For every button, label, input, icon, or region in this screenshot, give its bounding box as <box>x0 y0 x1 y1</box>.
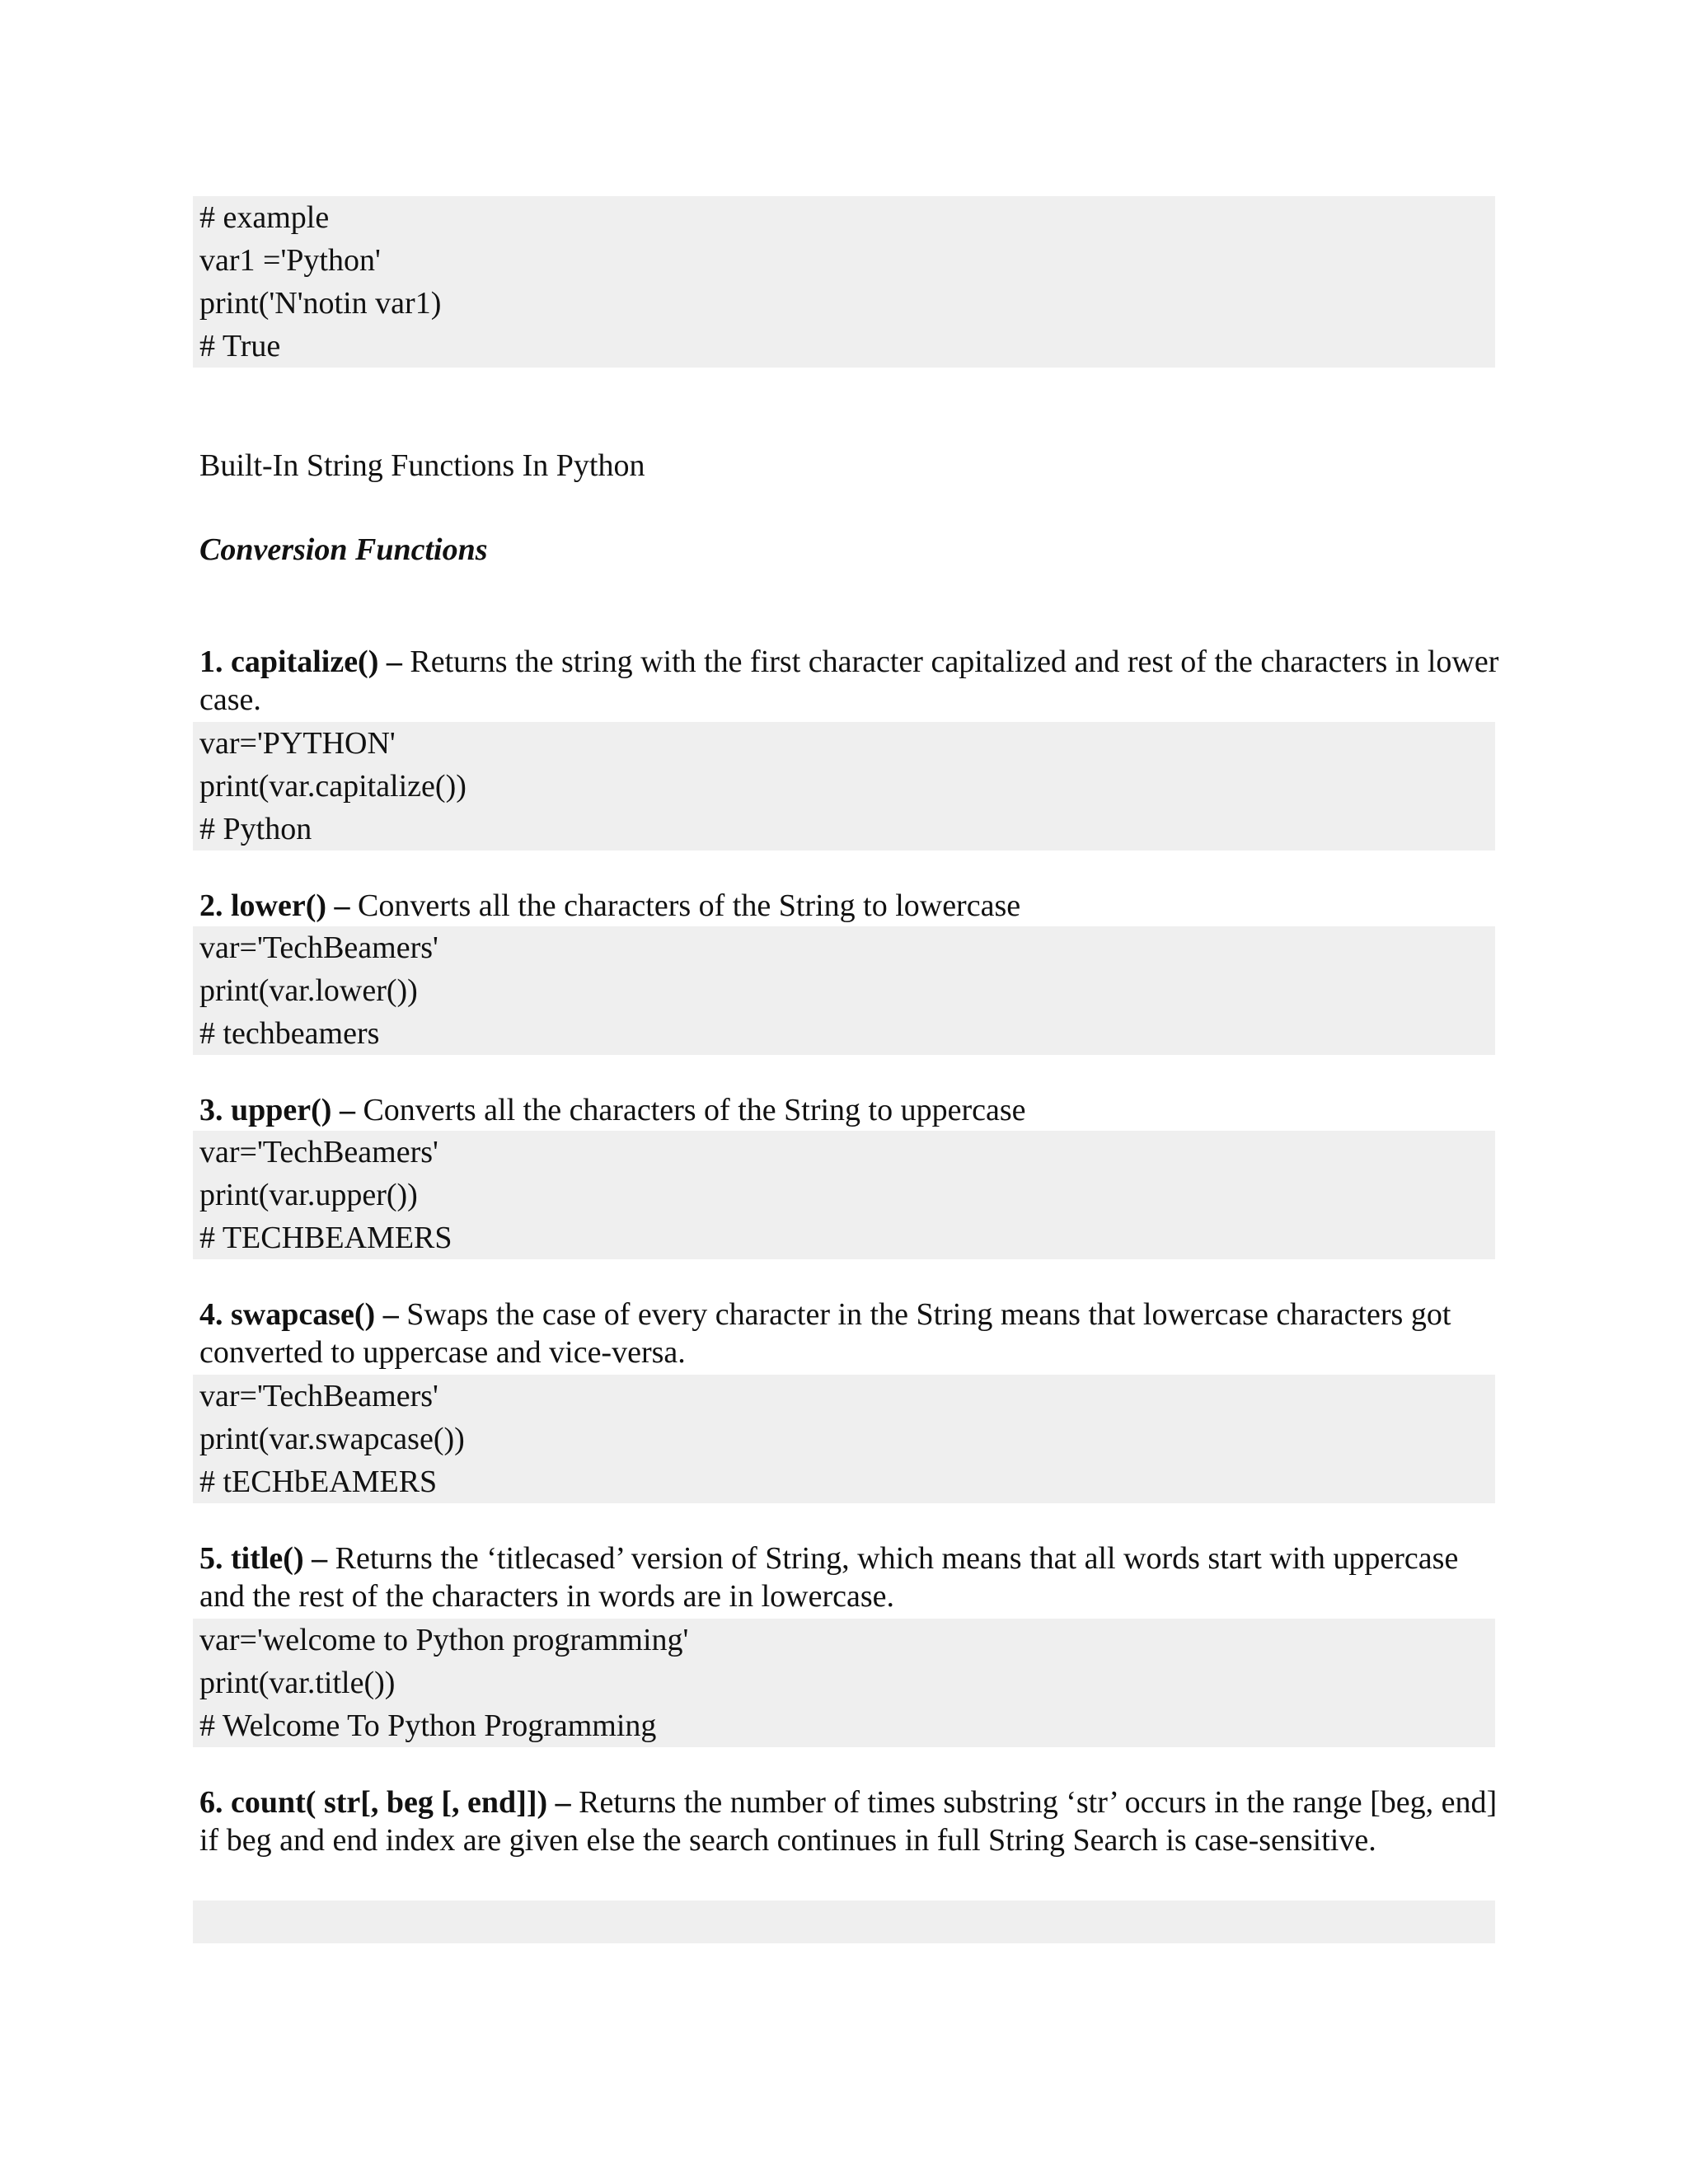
function-signature: 5. title() – <box>199 1541 328 1576</box>
function-signature: 2. lower() – <box>199 888 350 923</box>
function-description-swapcase <box>199 1296 1502 1371</box>
function-description-lower <box>199 887 1502 925</box>
function-description-count <box>199 1783 1502 1859</box>
code-line: print(var.swapcase()) <box>199 1422 465 1456</box>
function-text: Swaps the case of every character in the String means that lowercase characters got converted to uppercase and vice-versa. <box>199 1297 1451 1370</box>
code-block-capitalize <box>193 722 1495 851</box>
function-signature: 6. count( str[, beg [, end]]) – <box>199 1785 571 1820</box>
code-line: # TECHBEAMERS <box>199 1221 452 1255</box>
code-block-example <box>193 196 1495 368</box>
function-text: Returns the ‘titlecased’ version of String, which means that all words start with uppercase and the rest of the characters in words are in lowercase. <box>199 1541 1459 1614</box>
function-text: Returns the number of times substring ‘str’ occurs in the range [beg, end] if beg and end index are given else the search continues in full String Search is case-sensitive. <box>199 1785 1498 1858</box>
code-line: # Python <box>199 812 312 846</box>
code-block-count <box>193 1900 1495 1943</box>
code-block-lower <box>193 926 1495 1055</box>
code-line: var='welcome to Python programming' <box>199 1623 689 1657</box>
code-line: var='PYTHON' <box>199 726 396 761</box>
code-block-swapcase <box>193 1375 1495 1503</box>
function-description-capitalize <box>199 643 1502 719</box>
code-line: print('N'notin var1) <box>199 286 442 321</box>
code-block-upper <box>193 1131 1495 1259</box>
code-line: print(var.upper()) <box>199 1178 418 1212</box>
function-signature: 3. upper() – <box>199 1093 355 1127</box>
section-heading: Built-In String Functions In Python <box>199 448 645 483</box>
function-text: Converts all the characters of the String to lowercase <box>349 888 1021 923</box>
function-description-title <box>199 1540 1502 1615</box>
code-line: # techbeamers <box>199 1016 380 1051</box>
code-line: # tECHbEAMERS <box>199 1465 438 1499</box>
code-line: var1 ='Python' <box>199 243 381 278</box>
code-line: print(var.capitalize()) <box>199 769 467 804</box>
code-line: print(var.lower()) <box>199 973 418 1008</box>
code-line: print(var.title()) <box>199 1666 396 1700</box>
code-line: var='TechBeamers' <box>199 1379 438 1413</box>
function-signature: 4. swapcase() – <box>199 1297 399 1332</box>
function-text: Converts all the characters of the String to uppercase <box>354 1093 1026 1127</box>
code-line: var='TechBeamers' <box>199 1135 438 1169</box>
code-line: # example <box>199 200 330 235</box>
code-block-title <box>193 1619 1495 1747</box>
function-signature: 1. capitalize() – <box>199 644 402 679</box>
function-description-upper <box>199 1091 1502 1129</box>
function-text: Returns the string with the first character capitalized and rest of the characters in lower case. <box>199 644 1499 717</box>
section-subheading: Conversion Functions <box>199 532 488 567</box>
code-line: # True <box>199 329 281 363</box>
code-line: var='TechBeamers' <box>199 930 438 965</box>
code-line: # Welcome To Python Programming <box>199 1708 657 1743</box>
